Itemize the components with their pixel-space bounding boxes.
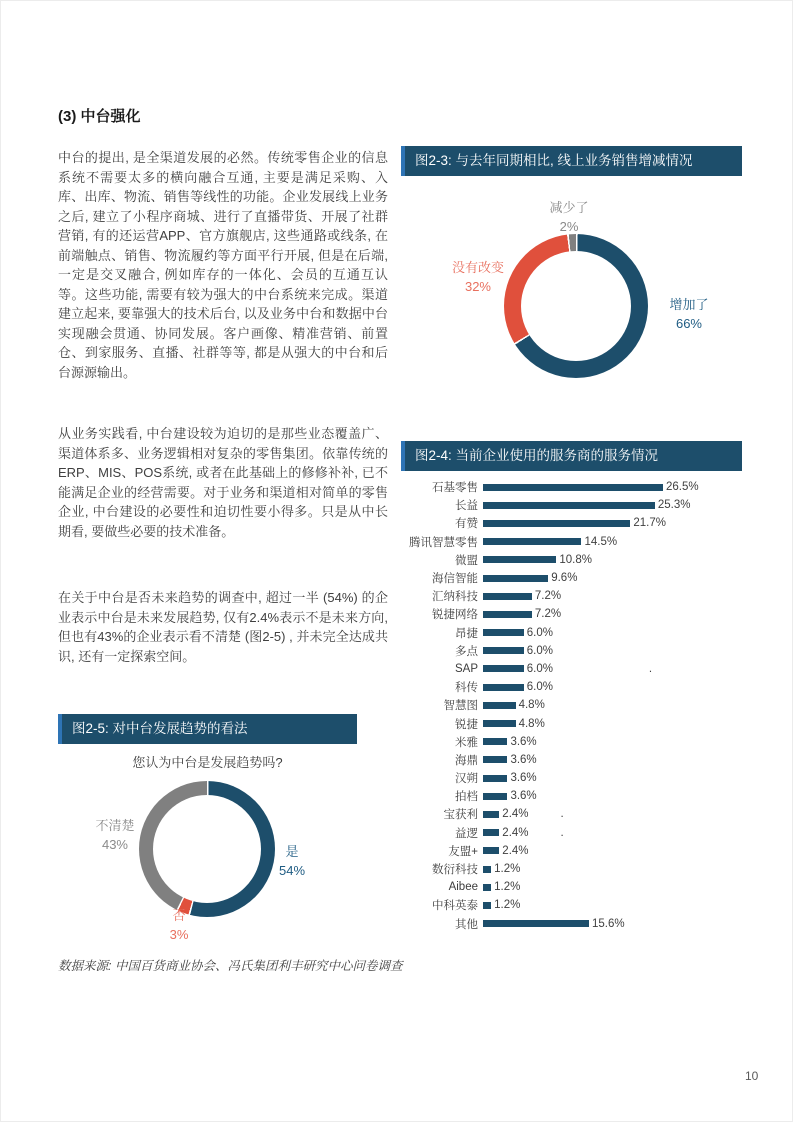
bar-category-label: 益逻	[455, 827, 478, 840]
bar-row	[401, 478, 761, 496]
bar-row	[401, 860, 761, 878]
bar-value-label: 2.4% .	[502, 826, 564, 839]
bar-category-label: 长益	[455, 500, 478, 513]
bar-row	[401, 769, 761, 787]
bar	[483, 484, 663, 491]
bar-category-label: 多点	[455, 645, 478, 658]
slice-label-increased: 增加了 66%	[669, 297, 709, 331]
bar-value-label: 2.4% .	[502, 808, 564, 821]
bar-category-label: Aibee	[448, 881, 478, 894]
bar	[483, 847, 499, 854]
bar-value-label: 6.0%	[526, 644, 553, 657]
bar-category-label: 中科英泰	[432, 900, 478, 913]
bar-row	[401, 678, 761, 696]
slice-label-no-change: 没有改变 32%	[451, 260, 505, 294]
bar-value-label: 3.6%	[510, 735, 537, 748]
bar	[483, 756, 507, 763]
figure-2-4-title-bar: 图2-4: 当前企业使用的服务商的服务情况	[401, 441, 742, 471]
bar-value-label: 6.0%	[526, 626, 553, 639]
bar	[483, 502, 655, 509]
bar-value-label: 9.6%	[551, 572, 578, 585]
bar-category-label: 海信智能	[432, 573, 478, 586]
slice-label-no: 否 3%	[169, 908, 189, 942]
bar	[483, 575, 548, 582]
bar-value-label: 1.2%	[494, 881, 521, 894]
bar	[483, 684, 524, 691]
bar-category-label: 友盟+	[448, 845, 478, 858]
bar-value-label: 3.6%	[510, 753, 537, 766]
bar-category-label: 微盟	[455, 554, 478, 567]
donut-hole	[153, 795, 261, 903]
bar-value-label: 26.5%	[666, 481, 699, 494]
page-number: 10	[745, 1069, 759, 1083]
bar-row	[401, 660, 761, 678]
donut-chart-middle-platform-trend	[139, 781, 275, 917]
bar-value-label: 7.2%	[534, 608, 562, 621]
data-source-note: 数据来源: 中国百货商业协会、冯氏集团利丰研究中心问卷调查	[58, 959, 403, 973]
bar-value-label: 14.5%	[584, 535, 618, 548]
bar	[483, 647, 524, 654]
bar	[483, 665, 524, 672]
slice-label-decreased: 减少了 2%	[549, 200, 589, 234]
bar-value-label: 1.2%	[494, 899, 521, 912]
bar-value-label: 15.6%	[591, 917, 625, 930]
bar-category-label: 有赞	[455, 518, 478, 531]
bar-row	[401, 714, 761, 732]
bar	[483, 720, 516, 727]
bar-category-label: 智慧图	[443, 700, 478, 713]
bar-row	[401, 915, 761, 933]
bar	[483, 538, 581, 545]
bar-row	[401, 878, 761, 896]
bar	[483, 702, 516, 709]
bar-category-label: 宝获利	[443, 809, 478, 822]
bar-value-label: 7.2%	[534, 590, 562, 603]
bar-value-label: 21.7%	[633, 517, 666, 530]
bar	[483, 520, 630, 527]
bar-row	[401, 824, 761, 842]
bar-category-label: 海鼎	[455, 754, 478, 767]
bar	[483, 866, 491, 873]
bar-category-label: 锐捷	[455, 718, 478, 731]
bar-row	[401, 733, 761, 751]
bar-value-label: 4.8%	[518, 699, 545, 712]
bar	[483, 902, 491, 909]
bar-value-label: 6.0% .	[526, 662, 653, 675]
bar-row	[401, 587, 761, 605]
bar	[483, 793, 507, 800]
figure-2-3-title-bar: 图2-3: 与去年同期相比, 线上业务销售增减情况	[401, 146, 742, 176]
bar-category-label: 昂捷	[455, 627, 478, 640]
bar-row	[401, 642, 761, 660]
bar-row	[401, 787, 761, 805]
bar	[483, 556, 556, 563]
bar-value-label: 3.6%	[510, 790, 537, 803]
slice-label-yes: 是 54%	[278, 844, 306, 878]
bar-category-label: 拍档	[455, 791, 478, 804]
bar	[483, 829, 499, 836]
donut-hole	[521, 251, 631, 361]
bar	[483, 738, 507, 745]
bar-value-label: 10.8%	[559, 553, 592, 566]
bar	[483, 811, 499, 818]
bar-category-label: SAP	[454, 662, 478, 675]
bar-value-label: 6.0%	[526, 681, 553, 694]
bar-chart	[401, 478, 761, 933]
bar-row	[401, 624, 761, 642]
bar-value-label: 3.6%	[510, 772, 537, 785]
bar	[483, 884, 491, 891]
bar-value-label: 4.8%	[518, 717, 545, 730]
bar	[483, 593, 532, 600]
bar-row	[401, 514, 761, 532]
bar-category-label: 科传	[455, 682, 478, 695]
bar-value-label: 25.3%	[657, 499, 691, 512]
bar-row	[401, 569, 761, 587]
bar	[483, 920, 589, 927]
bar	[483, 775, 507, 782]
figure-2-5-subtitle: 您认为中台是发展趋势吗?	[132, 755, 283, 770]
bar-row	[401, 496, 761, 514]
bar-category-label: 数衍科技	[432, 864, 478, 877]
bar-value-label: 2.4%	[502, 844, 529, 857]
bar-row	[401, 533, 761, 551]
bar-value-label: 1.2%	[494, 863, 521, 876]
bar-row	[401, 805, 761, 823]
body-paragraph-2: 从业务实践看, 中台建设较为迫切的是那些业态覆盖广、渠道体系多、业务逻辑相对复杂的零售集团。依靠传统的ERP、MIS、POS系统, 或者在此基础上的修修补补, 已不能满足企业的经营需要。对于业务和渠道相对简单的零售企业, 中台建设的必要性和迫切性要小得多。只是从中长期看, 要做些必要的技术准备。	[58, 426, 388, 539]
bar-category-label: 其他	[455, 918, 478, 931]
donut-chart-online-sales	[504, 234, 648, 378]
bar-category-label: 汉朔	[455, 773, 478, 786]
section-heading: (3) 中台强化	[58, 108, 141, 125]
bar-row	[401, 842, 761, 860]
bar	[483, 611, 532, 618]
bar-row	[401, 896, 761, 914]
body-paragraph-3: 在关于中台是否未来趋势的调查中, 超过一半 (54%) 的企业表示中台是未来发展趋势, 仅有2.4%表示不是未来方向, 但也有43%的企业表示看不清楚 (图2-5) , 并未完全达成共识, 还有一定探索空间。	[58, 590, 388, 664]
bar-category-label: 汇纳科技	[432, 591, 478, 604]
bar-category-label: 石基零售	[432, 482, 478, 495]
slice-label-unclear: 不清楚 43%	[95, 818, 135, 852]
bar-category-label: 腾讯智慧零售	[409, 536, 478, 549]
bar-row	[401, 696, 761, 714]
bar-row	[401, 751, 761, 769]
bar-row	[401, 605, 761, 623]
bar	[483, 629, 524, 636]
figure-2-5-title-bar: 图2-5: 对中台发展趋势的看法	[58, 714, 357, 744]
bar-category-label: 米雅	[455, 736, 478, 749]
bar-row	[401, 551, 761, 569]
body-paragraph-1: 中台的提出, 是全渠道发展的必然。传统零售企业的信息系统不需要太多的横向融合互通, 主要是满足采购、入库、出库、物流、销售等线性的功能。企业发展线上业务之后, 建立了小程序商城、进行了直播带货、开展了社群营销, 有的还运营APP、官方旗舰店, 这些通路或线条, 在前端触点、销售、物流履约等方面平行开展, 但是在后端, 一定是交叉融合, 例如库存的一体化、会员的互通互认等。这些功能, 需要有较为强大的中台系统来完成。渠道建立起来, 要靠强大的技术后台, 以及业务中台和数据中台实现融会贯通、协同发展。客户画像、精准营销、前置仓、到家服务、直播、社群等等, 都是从强大的中台和后台源源输出。	[58, 150, 388, 380]
bar-category-label: 锐捷网络	[432, 609, 478, 622]
